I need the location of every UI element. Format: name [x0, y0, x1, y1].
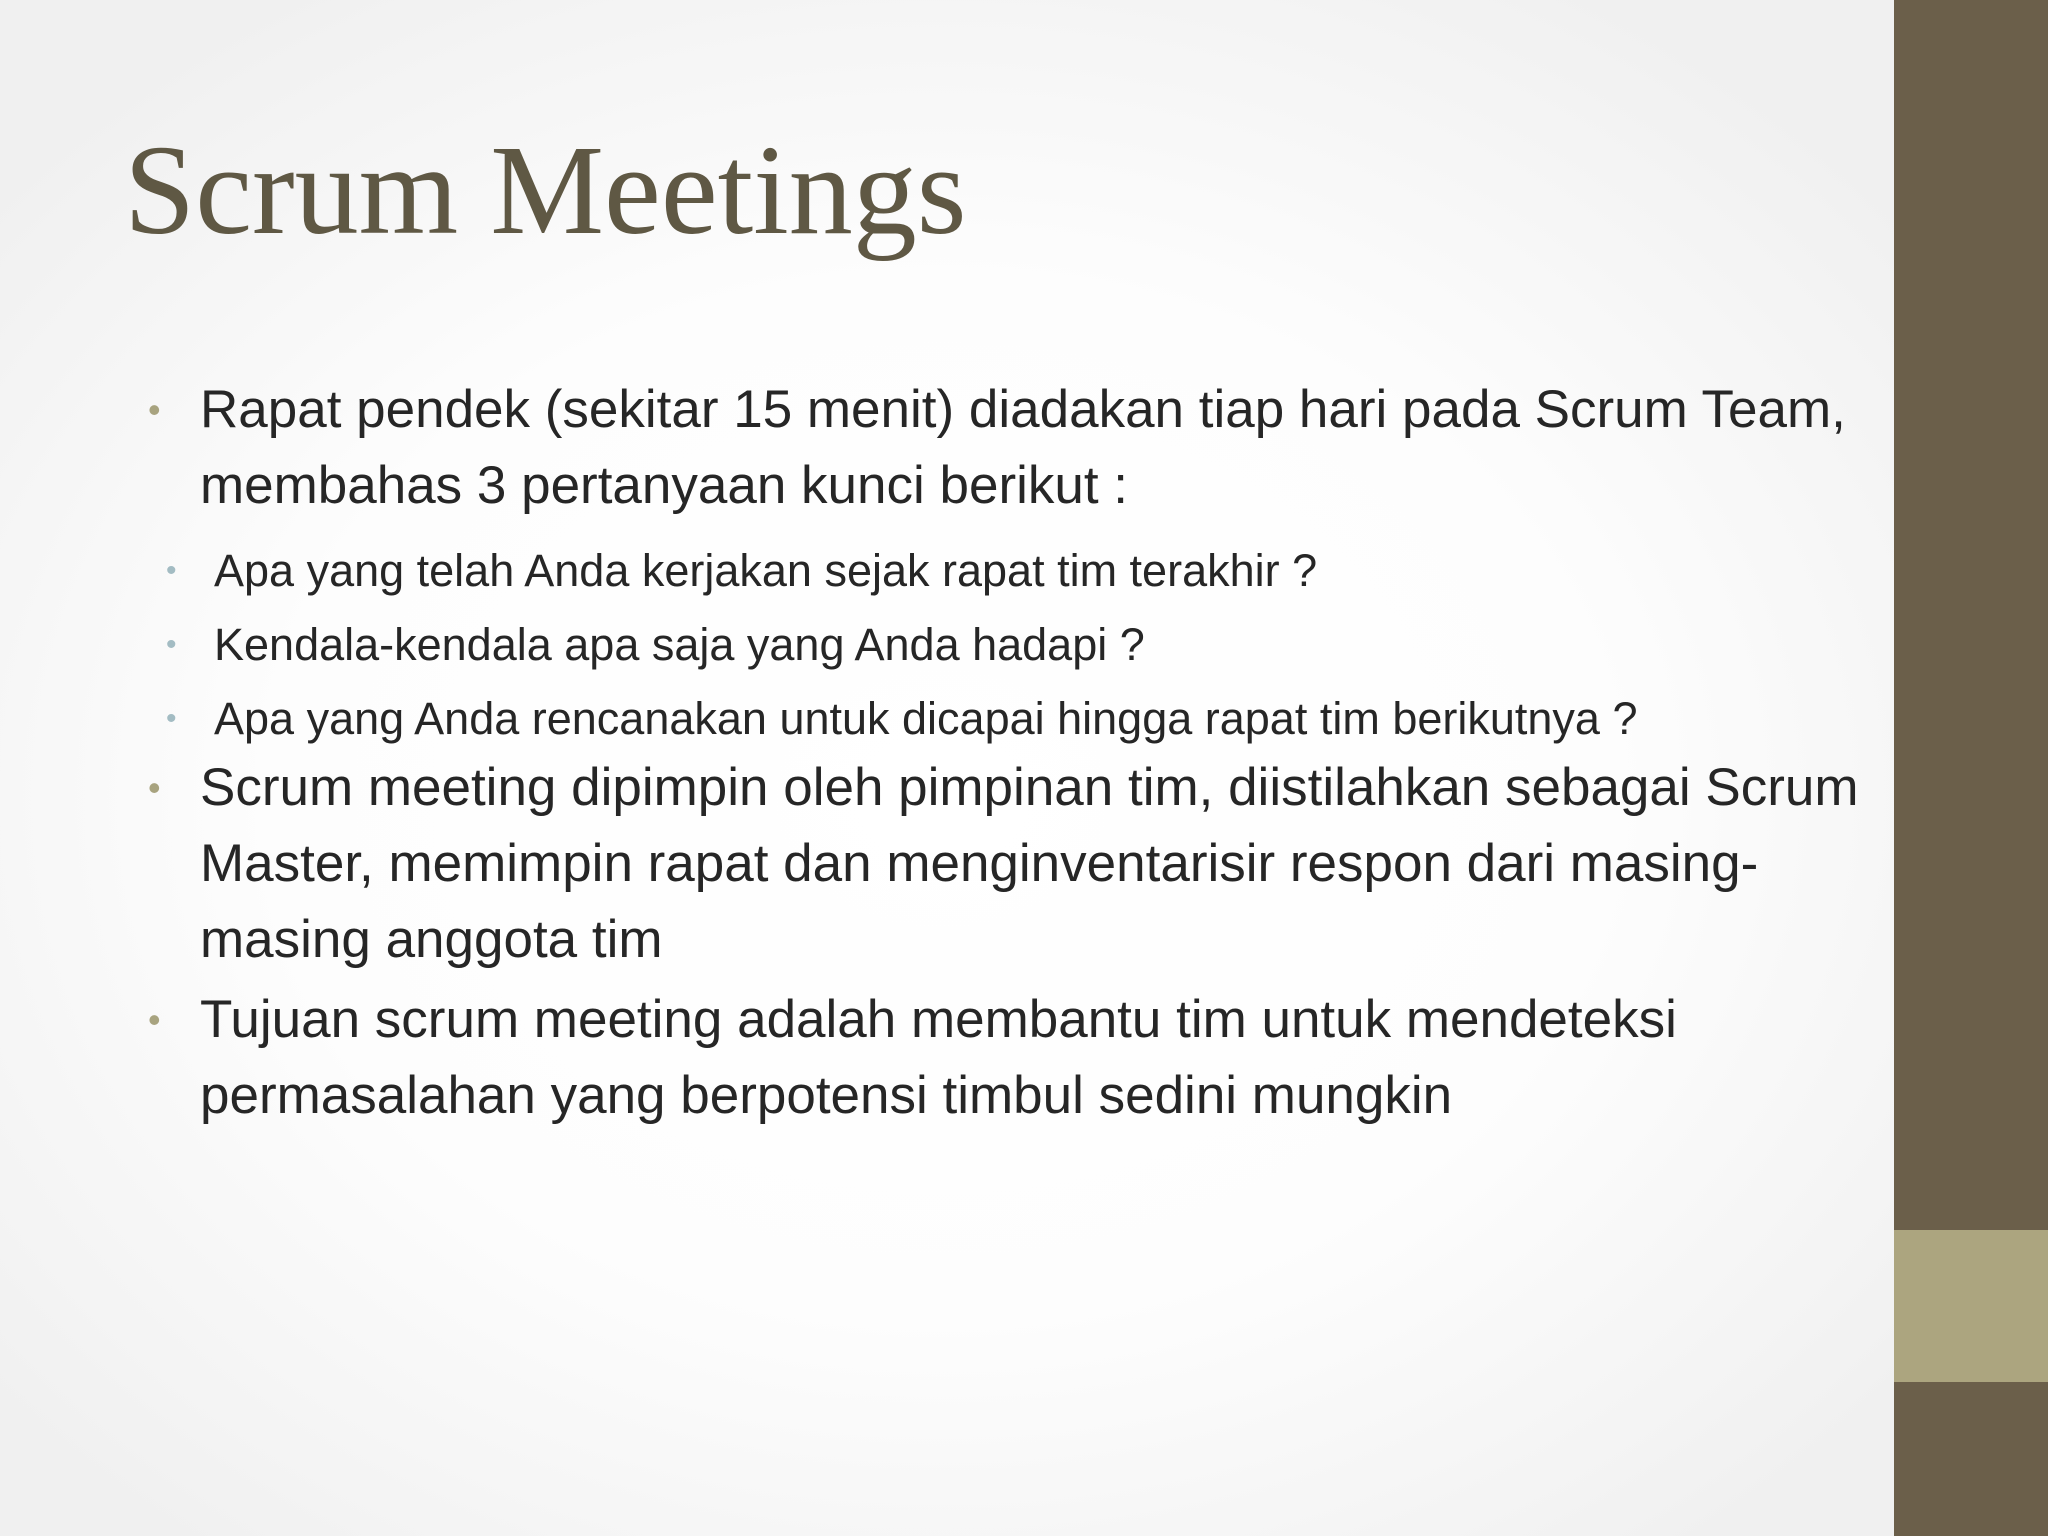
- bullet-icon: •: [148, 767, 161, 808]
- bullet-item: [148, 982, 1868, 1134]
- bullet-text: Rapat pendek (sekitar 15 menit) diadakan tiap hari pada Scrum Team, membahas 3 pertanyaan kunci berikut :: [200, 380, 1846, 515]
- bullet-item: [148, 750, 1868, 978]
- sub-bullet-text: Apa yang telah Anda kerjakan sejak rapat tim terakhir ?: [214, 545, 1318, 596]
- bullet-text: Tujuan scrum meeting adalah membantu tim untuk mendeteksi permasalahan yang berpotensi timbul sedini mungkin: [200, 990, 1677, 1125]
- sub-bullet-item: [148, 686, 1868, 752]
- sub-bullet-group: [148, 538, 1868, 752]
- bullet-item: [148, 372, 1868, 524]
- sub-bullet-list: [148, 538, 1868, 752]
- sub-bullet-icon: •: [166, 702, 177, 735]
- sub-bullet-icon: •: [166, 554, 177, 587]
- bullet-list: [148, 372, 1868, 1134]
- side-accent-decoration: [1894, 1230, 2048, 1382]
- slide-title: Scrum Meetings: [124, 119, 967, 261]
- sub-bullet-text: Kendala-kendala apa saja yang Anda hadapi ?: [214, 619, 1145, 670]
- bullet-text: Scrum meeting dipimpin oleh pimpinan tim, diistilahkan sebagai Scrum Master, memimpin rapat dan menginventarisir respon dari masing-masing anggota tim: [200, 758, 1859, 969]
- bullet-icon: •: [148, 999, 161, 1040]
- sub-bullet-text: Apa yang Anda rencanakan untuk dicapai hingga rapat tim berikutnya ?: [214, 693, 1638, 744]
- bullet-icon: •: [148, 389, 161, 430]
- sub-bullet-icon: •: [166, 628, 177, 661]
- sub-bullet-item: [148, 612, 1868, 678]
- sub-bullet-item: [148, 538, 1868, 604]
